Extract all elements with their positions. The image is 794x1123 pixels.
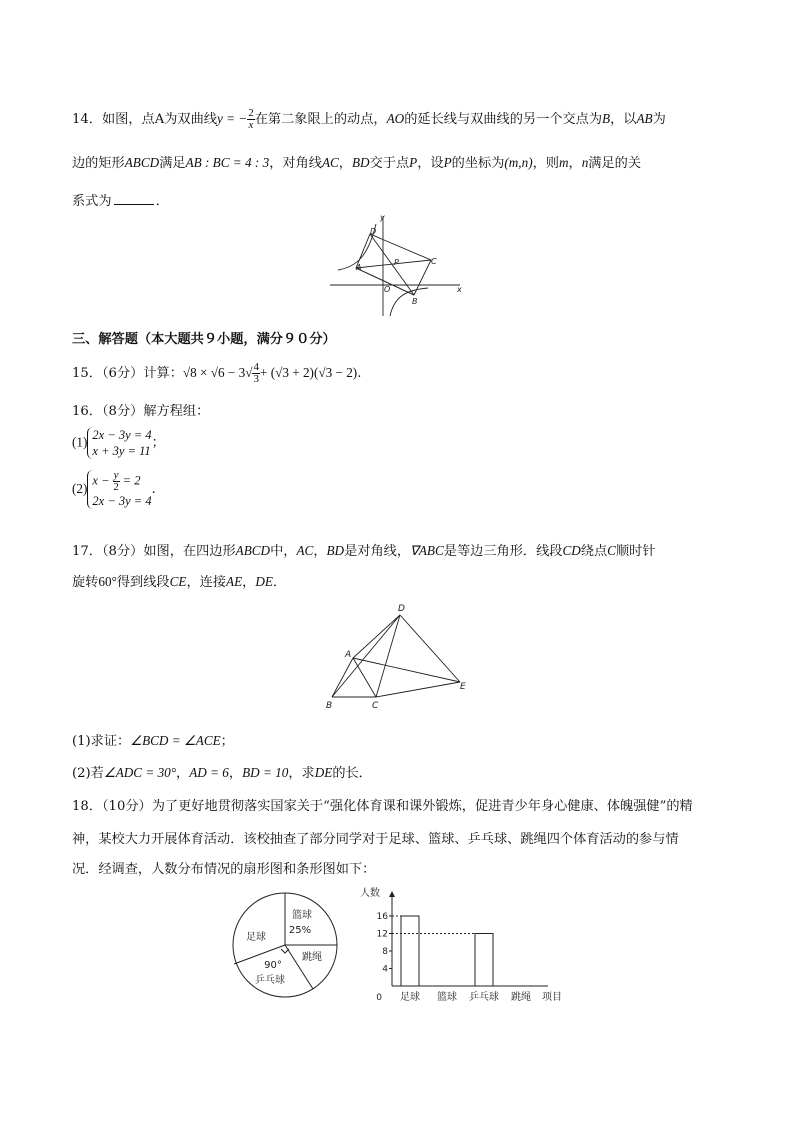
fig-label-a: A	[356, 263, 362, 272]
y-tick-label: 4	[382, 964, 388, 975]
segment-ae	[353, 658, 460, 682]
pie-label-football: 足球	[246, 932, 266, 943]
fig-label-c: C	[431, 257, 437, 266]
fig-label-d: D	[398, 604, 405, 614]
q16-part-2: (2) x − $\frac{y}{2}$ = 2 2x − 3y = 4 .	[72, 469, 156, 508]
q14-line-1: 14．如图，点A为双曲线y = − $\frac{2}{x}$ 在第二象限上的动点，AO的延长线与双曲线的另一个交点为B，以AB为	[72, 107, 666, 131]
q17-quadrilateral-figure	[320, 600, 480, 712]
bar-乒乓球	[475, 934, 493, 987]
x-category-label: 篮球	[437, 992, 457, 1003]
fig-label-o: O	[384, 285, 391, 294]
fig-label-e: E	[460, 682, 466, 692]
system-2-brace: x − $\frac{y}{2}$ = 2 2x − 3y = 4	[87, 470, 151, 509]
system-1-brace: 2x − 3y = 4 x + 3y = 11	[87, 427, 151, 459]
y-axis-arrow	[389, 891, 395, 897]
fraction-2-over-x: $\frac{2}{x}$	[248, 107, 254, 131]
right-angle-mark	[281, 949, 289, 953]
y-tick-label: 16	[376, 912, 388, 922]
segment-bd	[332, 615, 400, 697]
answer-blank[interactable]	[114, 193, 154, 205]
q17-line-1: 17．（8分）如图，在四边形ABCD中，AC，BD是对角线，∇ABC是等边三角形．线段CD绕点C顺时针	[72, 543, 656, 559]
q16-part-1: (1) 2x − 3y = 4 x + 3y = 11 ；	[72, 428, 165, 458]
segment-ce	[376, 682, 460, 697]
x-axis-title: 项目	[542, 992, 562, 1003]
x-category-label: 足球	[400, 992, 420, 1003]
segment-de	[400, 615, 460, 682]
fig-label-x: x	[457, 285, 462, 294]
y-tick-label: 12	[376, 929, 388, 940]
segment-ad	[353, 615, 400, 658]
q14-line-2: 边的矩形ABCD满足AB : BC = 4 : 3，对角线AC，BD交于点P，设P的坐标为(m,n)，则m，n满足的关	[72, 155, 642, 171]
q18-pie-chart	[228, 888, 344, 1004]
fraction-y-over-2: $\frac{y}{2}$	[113, 469, 119, 493]
fig-label-y: y	[380, 213, 385, 222]
pie-label-rope: 跳绳	[302, 952, 322, 963]
x-category-label: 跳绳	[511, 992, 531, 1003]
q17-part-2: (2)若∠ADC = 30°，AD = 6，BD = 10，求DE的长．	[72, 765, 372, 781]
fig-label-b: B	[326, 701, 333, 711]
q15-line: 15．（6分）计算：√8 × √6 − 3√ $\frac{4}{3}$ + (√3 + 2)(√3 − 2).	[72, 361, 362, 385]
pie-label-pingpong: 乒乓球	[255, 975, 285, 986]
q18-bar-chart	[356, 882, 576, 1004]
q18-line-3: 况．经调查，人数分布情况的扇形图和条形图如下：	[72, 862, 376, 877]
segment-dc	[376, 615, 400, 697]
segment-ac	[353, 658, 376, 697]
fig-label-a: A	[345, 650, 352, 660]
section-3-heading: 三、解答题（本大题共９小题，满分９０分）	[72, 332, 336, 347]
fig-label-c: C	[372, 701, 379, 711]
bar-足球	[401, 916, 419, 986]
q16-heading: 16．（8分）解方程组：	[72, 404, 210, 419]
segment-ba	[332, 658, 353, 697]
sqrt-fraction-4-over-3: $\frac{4}{3}$	[253, 361, 259, 385]
pie-label-basketball-pct: 25%	[288, 925, 312, 936]
pie-label-90deg: 90°	[264, 960, 282, 971]
fig-label-p: P	[394, 258, 399, 267]
q18-line-2: 神，某校大力开展体育活动．该校抽查了部分同学对于足球、篮球、乒乓球、跳绳四个体育活动的参与情	[72, 832, 679, 847]
y-tick-label: 8	[382, 947, 388, 957]
pie-label-basketball: 篮球	[292, 910, 312, 921]
y-axis-title: 人数	[360, 888, 380, 899]
q17-line-2: 旋转60°得到线段CE，连接AE，DE．	[72, 574, 287, 590]
q14-hyperbola-figure	[328, 212, 464, 318]
q17-part-1: (1)求证：∠BCD = ∠ACE；	[72, 733, 234, 749]
fig-label-d: D	[370, 227, 377, 236]
fig-label-b: B	[412, 297, 418, 306]
x-category-label: 乒乓球	[469, 992, 499, 1003]
y-tick-label: 0	[376, 993, 382, 1003]
q14-line-3: 系式为 ．	[72, 194, 169, 209]
q18-line-1: 18．（10分）为了更好地贯彻落实国家关于“强化体育课和课外锻炼，促进青少年身心健康、体魄强健”的精	[72, 799, 693, 814]
